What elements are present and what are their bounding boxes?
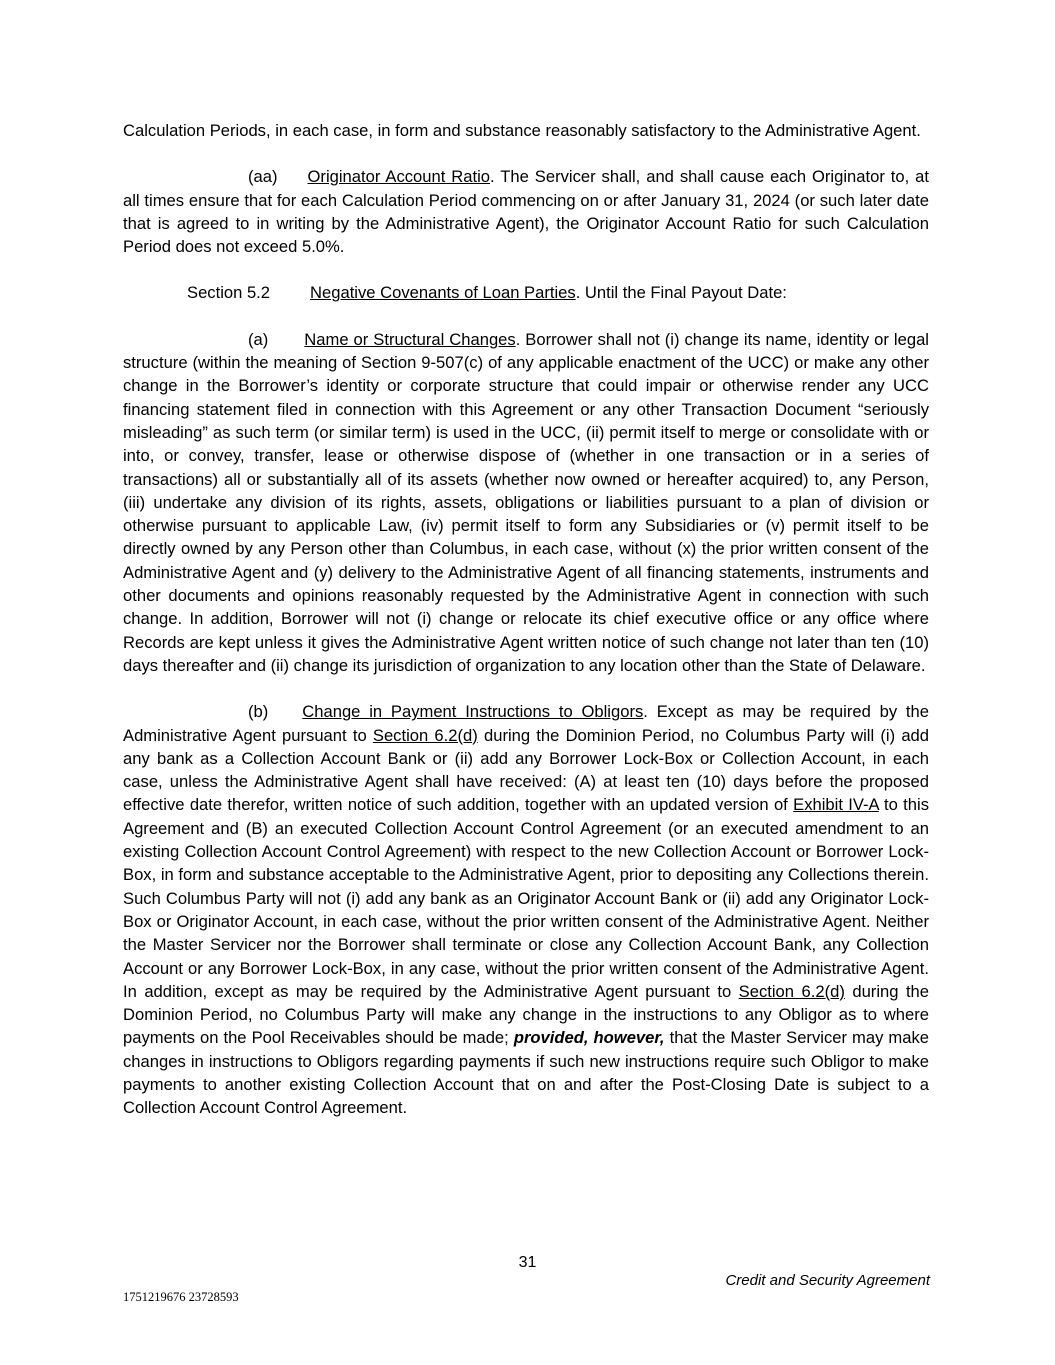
text-run: during the Dominion Period, no Columbus Party will (i) add any bank as a Collection Account Bank or (ii) add any Borrower Lock-Box or Collection Account, in each case, unless the Administrative Agent shall have received: (A) at least ten (10) days before the proposed effective date therefor, written notice of such addition, together with an updated version of [123,725,930,815]
underlined-text: Name or Structural Changes [304,329,516,349]
document-id-stamp: 1751219676 23728593 [123,1290,239,1304]
emphasized-text: provided, however, [513,1028,665,1048]
underlined-text: Negative Covenants of Loan Parties [310,283,576,303]
paragraph [123,328,929,677]
text-run: . The Servicer shall, and shall cause each Originator to, at all times ensure that for each Calculation Period commencing on or after January 31, 2024 (or such later date that is agreed to in writing by the Administrative Agent), the Originator Account Ratio for such Calculation Period does not exceed 5.0%. [123,167,930,257]
text-run: Calculation Periods, in each case, in form and substance reasonably satisfactory to the Administrative Agent. [123,121,921,140]
text-run: (b) [248,702,269,722]
underlined-text: Change in Payment Instructions to Obligors [302,702,644,722]
text-run: (a) [248,329,269,349]
footer-document-title: Credit and Security Agreement [725,1272,930,1289]
text-run: during the Dominion Period, no Columbus Party will make any change in the instructions to any Obligor as to where payments on the Pool Receivables should be made; [123,981,930,1048]
paragraph [123,700,929,1119]
underlined-text: Section 6.2(d) [372,725,478,745]
paragraph [123,119,929,142]
paragraph [123,281,929,304]
text-run: Section 5.2 [187,283,271,303]
text-run: . Except as may be required by the Administrative Agent pursuant to [123,702,930,745]
paragraph [123,165,929,258]
document-body [123,119,929,1143]
underlined-text: Originator Account Ratio [307,167,491,187]
text-run: that the Master Servicer may make changes in instructions to Obligors regarding payments if such new instructions require such Obligor to make payments to another existing Collection Account that on and after the Post-Closing Date is subject to a Collection Account Control Agreement. [123,1028,929,1118]
page-number: 31 [518,1254,537,1271]
text-run: (aa) [248,167,278,187]
underlined-text: Section 6.2(d) [738,981,845,1001]
underlined-text: Exhibit IV-A [793,795,879,815]
text-run: . Until the Final Payout Date: [575,283,787,303]
text-run: . Borrower shall not (i) change its name, identity or legal structure (within the meaning of Section 9-507(c) of any applicable enactment of the UCC) or make any other change in the Borrower’s identity or corporate structure that could impair or otherwise render any UCC financing statement filed in connection with this Agreement or any other Transaction Document “seriously misleading” as such term (or similar term) is used in the UCC, (ii) permit itself to merge or consolidate with or into, or convey, transfer, lease or otherwise dispose of (whether in one transaction or in a series of transactions) all or substantially all of its assets (whether now owned or hereafter acquired) to, any Person, (iii) undertake any division of its rights, assets, obligations or liabilities pursuant to a plan of division or otherwise pursuant to applicable Law, (iv) permit itself to form any Subsidiaries or (v) permit itself to be directly owned by any Person other than Columbus, in each case, without (x) the prior written consent of the Administrative Agent and (y) delivery to the Administrative Agent of all financing statements, instruments and other documents and opinions reasonably requested by the Administrative Agent in connection with such change. In addition, Borrower will not (i) change or relocate its chief executive office or any office where Records are kept unless it gives the Administrative Agent written notice of such change not later than ten (10) days thereafter and (ii) change its jurisdiction of organization to any location other than the State of Delaware. [123,329,929,675]
text-run: to this Agreement and (B) an executed Collection Account Control Agreement (or an executed amendment to an existing Collection Account Control Agreement) with respect to the new Collection Account or Borrower Lock-Box, in form and substance acceptable to the Administrative Agent, prior to depositing any Collections therein. Such Columbus Party will not (i) add any bank as an Originator Account Bank or (ii) add any Originator Lock-Box or Originator Account, in each case, without the prior written consent of the Administrative Agent. Neither the Master Servicer nor the Borrower shall terminate or close any Collection Account Bank, any Collection Account or any Borrower Lock-Box, in any case, without the prior written consent of the Administrative Agent. In addition, except as may be required by the Administrative Agent pursuant to [123,795,930,1001]
